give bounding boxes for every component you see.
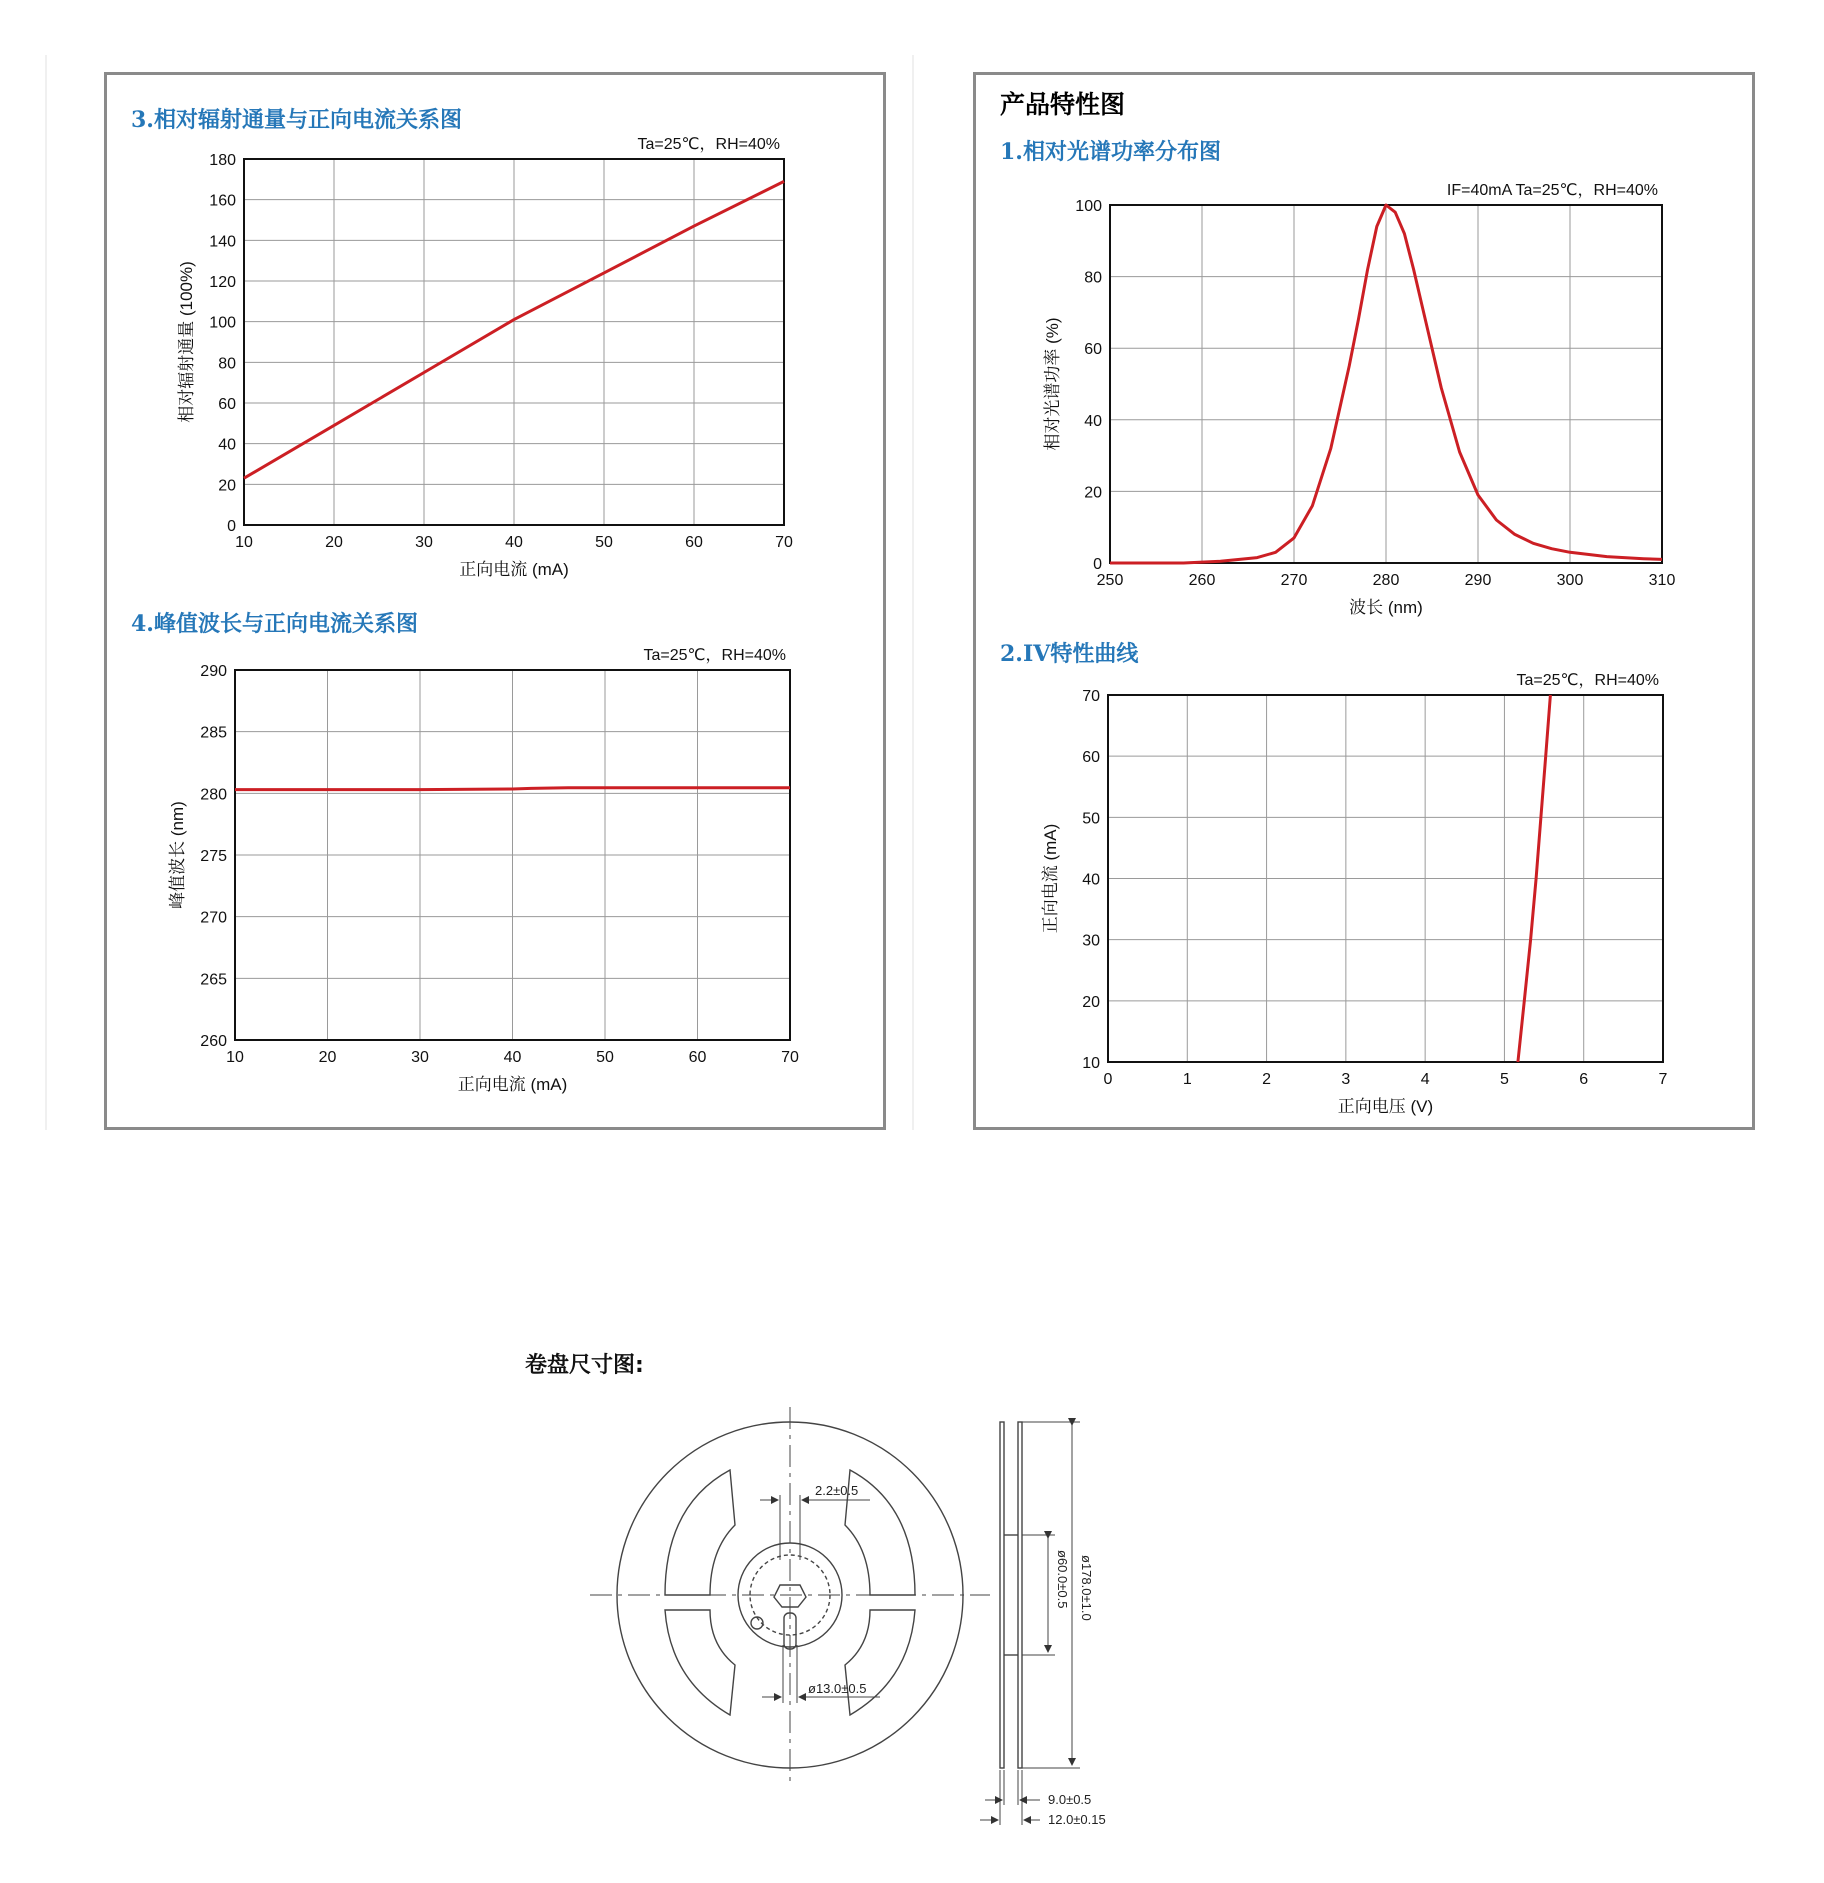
x-tick-label: 6 — [1579, 1071, 1589, 1088]
flux-chart-title: 3.相对辐射通量与正向电流关系图 — [131, 107, 462, 133]
dim-outer-width-label: 12.0±0.15 — [1048, 1812, 1106, 1827]
y-tick-label: 40 — [1082, 871, 1100, 889]
condition-label: Ta=25℃，RH=40% — [637, 136, 780, 153]
y-tick-label: 180 — [209, 152, 236, 169]
x-tick-label: 1 — [1182, 1071, 1192, 1088]
reel-window-bl — [665, 1610, 735, 1715]
x-tick-label: 70 — [775, 534, 793, 551]
dim-outer-label: ø178.0±1.0 — [1079, 1555, 1094, 1621]
x-tick-label: 40 — [505, 534, 523, 551]
y-tick-label: 20 — [218, 477, 236, 495]
y-tick-label: 20 — [1084, 484, 1102, 502]
x-tick-label: 30 — [411, 1049, 429, 1066]
y-tick-label: 280 — [200, 786, 227, 804]
y-tick-label: 0 — [1093, 556, 1102, 573]
y-tick-label: 265 — [200, 971, 227, 989]
reel-window-br — [845, 1610, 915, 1715]
y-tick-label: 30 — [1082, 932, 1100, 950]
y-axis-label: 相对辐射通量 (100%) — [177, 261, 196, 423]
page-rule-mid — [912, 55, 914, 1130]
x-tick-label: 20 — [318, 1049, 337, 1066]
y-tick-label: 60 — [218, 396, 236, 413]
iv-chart-title: 2.IV特性曲线 — [1000, 641, 1139, 667]
x-axis-label: 波长 (nm) — [1349, 598, 1423, 617]
x-tick-label: 40 — [503, 1049, 522, 1066]
series-line — [235, 788, 790, 790]
reel-side-flange-left — [1000, 1422, 1004, 1768]
peak-chart-title: 4.峰值波长与正向电流关系图 — [131, 611, 418, 637]
x-tick-label: 290 — [1464, 572, 1492, 589]
y-tick-label: 50 — [1082, 810, 1100, 828]
x-axis-label: 正向电压 (V) — [1337, 1097, 1434, 1116]
x-tick-label: 0 — [1103, 1071, 1113, 1088]
y-tick-label: 120 — [209, 274, 236, 291]
y-tick-label: 20 — [1082, 993, 1100, 1011]
x-tick-label: 2 — [1262, 1071, 1272, 1088]
x-tick-label: 50 — [596, 1049, 614, 1066]
y-tick-label: 80 — [1084, 269, 1102, 287]
x-tick-label: 4 — [1420, 1071, 1430, 1088]
y-tick-label: 100 — [1075, 198, 1102, 215]
y-tick-label: 0 — [227, 518, 236, 535]
x-tick-label: 5 — [1499, 1071, 1509, 1088]
y-tick-label: 285 — [200, 724, 227, 742]
x-tick-label: 310 — [1648, 572, 1676, 589]
y-axis-label: 正向电流 (mA) — [1041, 823, 1060, 934]
x-tick-label: 300 — [1556, 572, 1584, 589]
y-tick-label: 60 — [1082, 749, 1100, 767]
x-tick-label: 10 — [226, 1049, 244, 1066]
dim-inner-width-label: 9.0±0.5 — [1048, 1792, 1092, 1807]
x-tick-label: 10 — [235, 534, 253, 551]
y-tick-label: 40 — [218, 436, 236, 454]
x-tick-label: 270 — [1280, 572, 1308, 589]
y-axis-label: 峰值波长 (nm) — [168, 801, 187, 909]
y-tick-label: 260 — [200, 1033, 227, 1050]
condition-label: Ta=25℃，RH=40% — [1516, 672, 1659, 689]
right-chart-panel — [973, 72, 1755, 1130]
dim-slot-label: 2.2±0.5 — [815, 1483, 859, 1498]
y-tick-label: 290 — [200, 663, 227, 680]
x-tick-label: 30 — [415, 534, 433, 551]
y-tick-label: 140 — [209, 233, 236, 251]
left-chart-panel — [104, 72, 886, 1130]
y-tick-label: 10 — [1082, 1055, 1100, 1072]
reel-dimension-drawing — [570, 1385, 1130, 1845]
reel-front-dimensions — [760, 1495, 880, 1703]
y-axis-label: 相对光谱功率 (%) — [1043, 317, 1062, 451]
reel-side-view — [980, 1422, 1080, 1825]
peak-chart — [107, 75, 867, 1125]
x-tick-label: 70 — [781, 1049, 799, 1066]
y-tick-label: 40 — [1084, 412, 1102, 430]
x-axis-label: 正向电流 (mA) — [457, 1075, 568, 1094]
x-tick-label: 60 — [685, 534, 703, 551]
y-tick-label: 275 — [200, 848, 227, 865]
x-axis-label: 正向电流 (mA) — [459, 560, 569, 579]
x-tick-label: 20 — [325, 534, 343, 551]
x-tick-label: 7 — [1658, 1071, 1668, 1088]
y-tick-label: 60 — [1084, 341, 1102, 359]
y-tick-label: 270 — [200, 909, 227, 927]
iv-chart — [976, 75, 1736, 1125]
condition-label: Ta=25℃，RH=40% — [643, 647, 786, 664]
page-rule-left — [45, 55, 47, 1130]
y-tick-label: 80 — [218, 355, 236, 373]
dim-hub-label: ø60.0±0.5 — [1055, 1550, 1070, 1609]
x-tick-label: 50 — [595, 534, 613, 551]
spectrum-chart-title: 1.相对光谱功率分布图 — [1000, 139, 1221, 165]
x-tick-label: 280 — [1372, 572, 1400, 589]
right-panel-heading: 产品特性图 — [1000, 90, 1126, 119]
condition-label: IF=40mA Ta=25℃，RH=40% — [1446, 182, 1658, 199]
x-tick-label: 260 — [1188, 572, 1216, 589]
reel-side-flange-right — [1018, 1422, 1022, 1768]
reel-title: 卷盘尺寸图: — [525, 1353, 644, 1378]
y-tick-label: 160 — [209, 192, 236, 210]
reel-window-tl — [665, 1470, 735, 1595]
reel-front-view — [590, 1407, 990, 1785]
x-tick-label: 3 — [1341, 1071, 1351, 1088]
y-tick-label: 100 — [209, 314, 236, 332]
x-tick-label: 250 — [1096, 572, 1124, 589]
x-tick-label: 60 — [688, 1049, 707, 1066]
y-tick-label: 70 — [1082, 688, 1100, 705]
dim-hub-hole-label: ø13.0±0.5 — [808, 1681, 867, 1696]
